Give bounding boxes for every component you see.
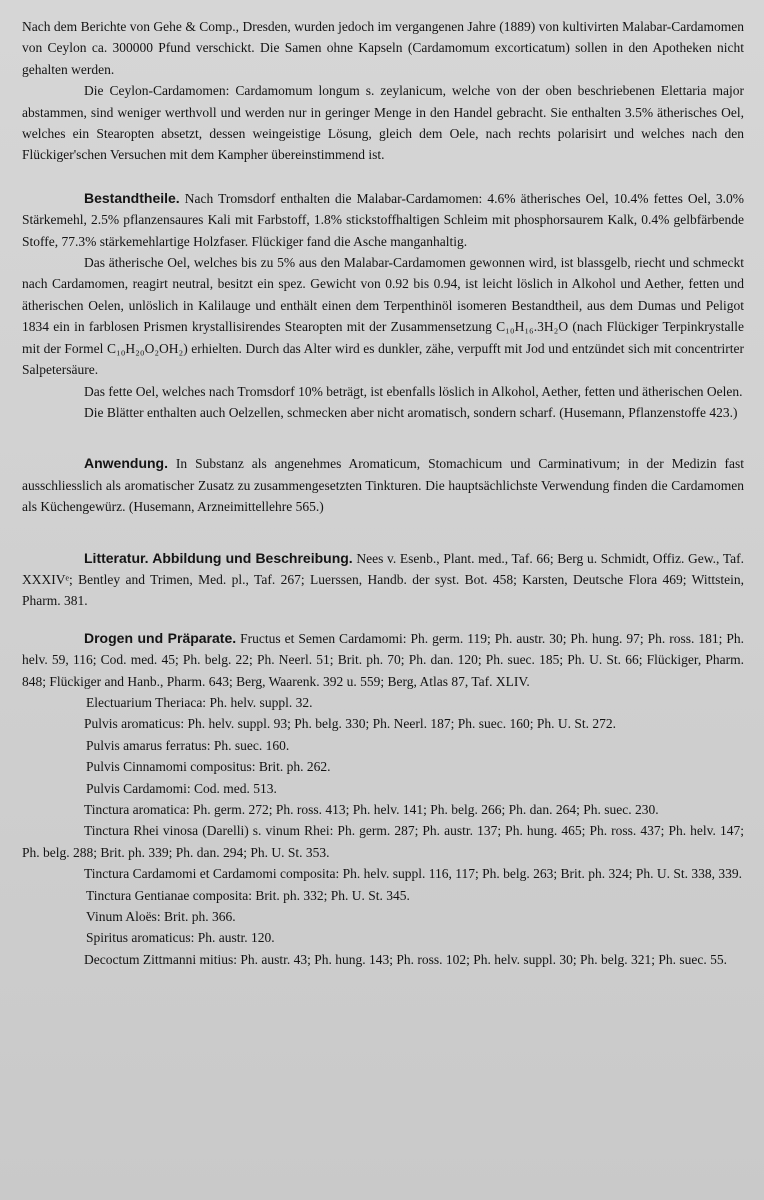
bestandtheile-paragraph-1	[22, 188, 744, 252]
drogen-line: Pulvis Cinnamomi compositus: Brit. ph. 262.	[86, 759, 331, 775]
drogen-line: Tinctura aromatica: Ph. germ. 272; Ph. ross. 413; Ph. helv. 141; Ph. belg. 266; Ph. dan. 264; Ph. suec. 230.	[84, 802, 659, 817]
page-body	[22, 16, 744, 970]
drogen-line: Spiritus aromaticus: Ph. austr. 120.	[86, 930, 275, 946]
drogen-line: Pulvis amarus ferratus: Ph. suec. 160.	[86, 737, 290, 753]
anwendung-heading: Anwendung.	[84, 455, 168, 472]
drogen-line: Tinctura Gentianae composita: Brit. ph. 332; Ph. U. St. 345.	[86, 887, 410, 903]
drogen-line: Electuarium Theriaca: Ph. helv. suppl. 32.	[86, 694, 313, 710]
drogen-line: Tinctura Cardamomi et Cardamomi composita: Ph. helv. suppl. 116, 117; Ph. belg. 263; Brit. ph. 324; Ph. U. St. 338, 339.	[84, 866, 742, 882]
intro-paragraph-2: Die Ceylon-Cardamomen: Cardamomum longum s. zeylanicum, welche von der oben beschriebenen Elettaria major abstammen, sind weniger werthvoll und werden nur in geringer Menge in den Handel gebracht. Sie enthalten 3.5% ätherisches Oel, welches ein Stearopten absetzt, dessen weingeistige Lösung, gleich dem Oele, nach rechts polarisirt und welches nach den Flückiger'schen Versuchen mit dem Kampher übereinstimmend ist.	[22, 83, 744, 163]
drogen-paragraph	[22, 628, 744, 692]
bestandtheile-heading: Bestandtheile.	[84, 189, 180, 206]
drogen-line: Pulvis aromaticus: Ph. helv. suppl. 93; Ph. belg. 330; Ph. Neerl. 187; Ph. suec. 160; Ph. U. St. 272.	[84, 716, 616, 732]
drogen-line: Decoctum Zittmanni mitius: Ph. austr. 43; Ph. hung. 143; Ph. ross. 102; Ph. helv. suppl. 30; Ph. belg. 321; Ph. suec. 55.	[84, 951, 728, 967]
litteratur-paragraph	[22, 548, 744, 612]
litteratur-heading: Litteratur. Abbildung und Beschreibung.	[84, 549, 353, 566]
bestandtheile-text-1: Nach Tromsdorf enthalten die Malabar-Cardamomen: 4.6% ätherisches Oel, 10.4% fettes Oel, 3.0% Stärkemehl, 2.5% pflanzensaures Kali mit Farbstoff, 1.8% stickstoffhaltigen Schleim mit phosphorsaurem Kalk, 0.4% gelbfärbende Stoffe, 77.3% stärkemehlartige Holzfaser. Flückiger fand die Asche manganhaltig.	[22, 190, 744, 249]
drogen-line: Vinum Aloës: Brit. ph. 366.	[86, 909, 236, 925]
litteratur-text: Nees v. Esenb., Plant. med., Taf. 66; Berg u. Schmidt, Offiz. Gew., Taf. XXXIVᵉ; Bentley and Trimen, Med. pl., Taf. 267; Luerssen, Handb. der syst. Bot. 458; Karsten, Deutsche Flora 469; Wittstein, Pharm. 381.	[22, 550, 745, 609]
drogen-line: Tinctura Rhei vinosa (Darelli) s. vinum Rhei: Ph. germ. 287; Ph. austr. 137; Ph. hung. 465; Ph. ross. 437; Ph. helv. 147; Ph. belg. 288; Brit. ph. 339; Ph. dan. 294; Ph. U. St. 353.	[22, 823, 744, 860]
bestandtheile-paragraph-4: Die Blätter enthalten auch Oelzellen, schmecken aber nicht aromatisch, sondern scharf. (Husemann, Pflanzenstoffe 423.)	[84, 404, 738, 420]
bestandtheile-paragraph-2: Das ätherische Oel, welches bis zu 5% aus den Malabar-Cardamomen gewonnen wird, ist blassgelb, riecht und schmeckt nach Cardamomen, reagirt neutral, besitzt ein spez. Gewicht von 0.92 bis 0.94, ist leicht löslich in Alkohol und Aether, fetten und ätherischen Oelen, unlöslich in Kalilauge und enthält einen dem Terpenthinöl isomeren Bestandtheil, aus dem Dumas und Peligot 1834 ein in farblosen Prismen krystallisirendes Stearopten mit der Zusammensetzung C₁₀H₁₆.3H₂O (nach Flückiger Terpinkrystalle mit der Formel C₁₀H₂₀O₂OH₂) erhielten. Durch das Alter wird es dunkler, zähe, verpufft mit Jod und entzündet sich mit concentrirter Salpetersäure.	[22, 255, 744, 378]
drogen-line: Pulvis Cardamomi: Cod. med. 513.	[86, 780, 277, 796]
bestandtheile-paragraph-3: Das fette Oel, welches nach Tromsdorf 10% beträgt, ist ebenfalls löslich in Alkohol, Aether, fetten und ätherischen Oelen.	[84, 383, 743, 399]
intro-paragraph-1: Nach dem Berichte von Gehe & Comp., Dresden, wurden jedoch im vergangenen Jahre (1889) von kultivirten Malabar-Cardamomen von Ceylon ca. 300000 Pfund verschickt. Die Samen ohne Kapseln (Cardamomum excorticatum) sollen in den Apotheken nicht gehalten werden.	[22, 19, 744, 77]
drogen-heading: Drogen und Präparate.	[84, 629, 237, 646]
drogen-line: Fructus et Semen Cardamomi: Ph. germ. 119; Ph. austr. 30; Ph. hung. 97; Ph. ross. 181; Ph. helv. 59, 116; Cod. med. 45; Ph. belg. 22; Ph. Neerl. 51; Brit. ph. 70; Ph. dan. 120; Ph. suec. 185; Ph. U. St. 66; Flückiger, Pharm. 848; Flückiger and Hanb., Pharm. 643; Berg, Waarenk. 392 u. 559; Berg, Atlas 87, Taf. XLIV.	[22, 630, 744, 689]
anwendung-paragraph	[22, 453, 744, 517]
anwendung-text: In Substanz als angenehmes Aromaticum, Stomachicum und Carminativum; in der Medizin fast ausschliesslich als aromatischer Zusatz zu zusammengesetzten Tinkturen. Die hauptsächlichste Verwendung finden die Cardamomen als Küchengewürz. (Husemann, Arzneimittellehre 565.)	[22, 456, 744, 515]
